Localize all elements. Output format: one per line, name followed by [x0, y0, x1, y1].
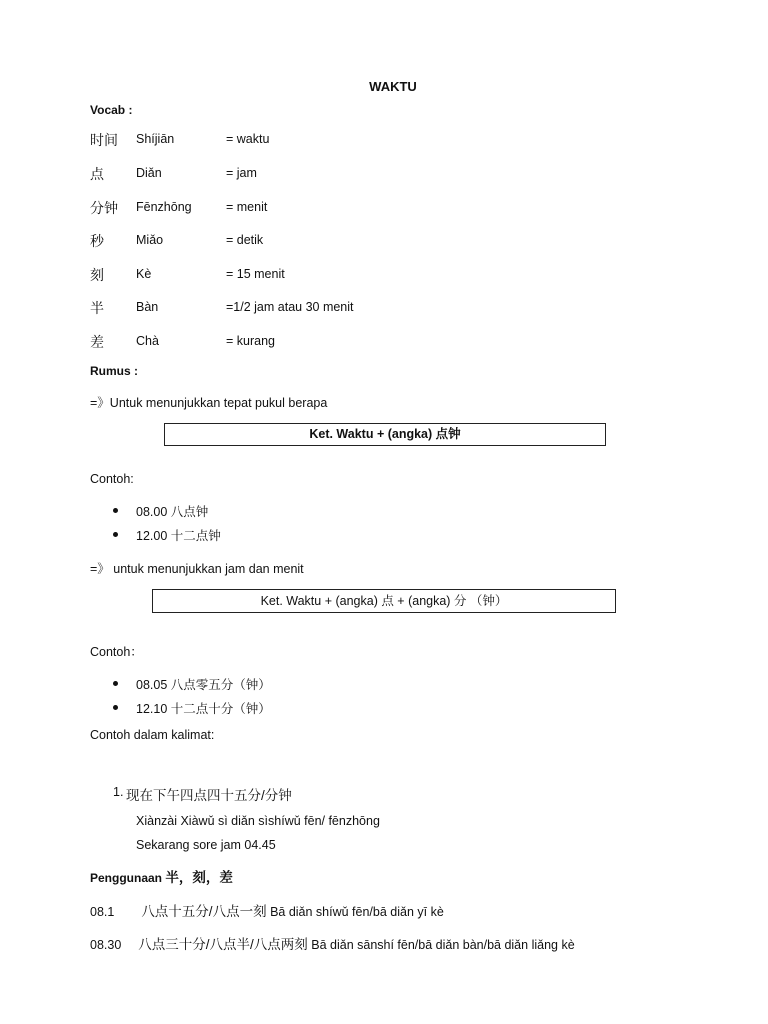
usage-line: [90, 900, 444, 920]
sentence-pinyin: Xiànzài Xiàwǔ sì diǎn sìshíwǔ fēn/ fēnzhōng: [136, 814, 380, 828]
rule2-contoh-label: Contoh：: [90, 645, 143, 659]
rule1-example: 12.00 十二点钟: [136, 529, 221, 543]
rule2-example: 08.05 八点零五分（钟）: [136, 678, 271, 692]
vocab-row: [0, 265, 768, 283]
vocab-hanzi: 半: [90, 300, 104, 316]
rule2-formula-box: Ket. Waktu + (angka) 点 + (angka) 分 （钟）: [152, 589, 616, 613]
vocab-pinyin: Chà: [136, 334, 159, 348]
vocab-hanzi: 差: [90, 334, 104, 350]
vocab-pinyin: Miǎo: [136, 233, 164, 247]
vocab-hanzi: 秒: [90, 233, 104, 249]
usage-pinyin: Bā diǎn shíwǔ fēn/bā diǎn yī kè: [270, 905, 444, 919]
usage-heading: [90, 866, 233, 886]
usage-pinyin: Bā diǎn sānshí fēn/bā diǎn bàn/bā diǎn liǎng kè: [311, 938, 575, 952]
rumus-heading: Rumus :: [90, 364, 138, 378]
rule1-contoh-label: Contoh:: [90, 472, 134, 486]
bullet-icon: [113, 705, 118, 710]
sentence-translation: Sekarang sore jam 04.45: [136, 838, 276, 852]
sentence-hanzi: 现在下午四点四十五分/分钟: [126, 788, 292, 803]
sentence-label: Contoh dalam kalimat:: [90, 728, 215, 742]
usage-line: [90, 933, 575, 953]
rule2-example: 12.10 十二点十分（钟）: [136, 702, 271, 716]
rule1-intro: =》Untuk menunjukkan tepat pukul berapa: [90, 396, 328, 410]
vocab-meaning: = kurang: [226, 334, 275, 348]
usage-hanzi: 八点十五分/八点一刻: [141, 904, 267, 919]
usage-heading-chars: 半，刻，差: [165, 870, 233, 885]
vocab-pinyin: Diǎn: [136, 166, 162, 180]
vocab-hanzi: 刻: [90, 267, 104, 283]
usage-time: 08.1: [90, 905, 115, 919]
usage-hanzi: 八点三十分/八点半/八点两刻: [138, 937, 308, 952]
vocab-row: [0, 298, 768, 316]
rule1-formula-box: Ket. Waktu + (angka) 点钟: [164, 423, 606, 446]
vocab-meaning: = menit: [226, 200, 268, 214]
vocab-meaning: = waktu: [226, 132, 270, 146]
vocab-hanzi: 时间: [90, 132, 118, 148]
vocab-meaning: = jam: [226, 166, 257, 180]
bullet-icon: [113, 681, 118, 686]
vocab-hanzi: 点: [90, 166, 104, 182]
bullet-icon: [113, 532, 118, 537]
vocab-meaning: =1/2 jam atau 30 menit: [226, 300, 354, 314]
rule1-example: 08.00 八点钟: [136, 505, 209, 519]
vocab-hanzi: 分钟: [90, 200, 118, 216]
usage-heading-prefix: Penggunaan: [90, 871, 163, 885]
vocab-meaning: = 15 menit: [226, 267, 285, 281]
vocab-row: [0, 231, 768, 249]
vocab-row: [0, 164, 768, 182]
vocab-row: [0, 198, 768, 216]
vocab-row: [0, 130, 768, 148]
vocab-pinyin: Kè: [136, 267, 152, 281]
rule2-intro: =》 untuk menunjukkan jam dan menit: [90, 562, 304, 576]
usage-time: 08.30: [90, 938, 122, 952]
bullet-icon: [113, 508, 118, 513]
vocab-pinyin: Bàn: [136, 300, 159, 314]
vocab-heading: Vocab :: [90, 103, 133, 117]
page-title: WAKTU: [369, 79, 417, 94]
vocab-pinyin: Fēnzhōng: [136, 200, 192, 214]
sentence-number: 1.: [113, 785, 124, 799]
vocab-pinyin: Shíjiān: [136, 132, 175, 146]
vocab-row: [0, 332, 768, 350]
vocab-meaning: = detik: [226, 233, 264, 247]
